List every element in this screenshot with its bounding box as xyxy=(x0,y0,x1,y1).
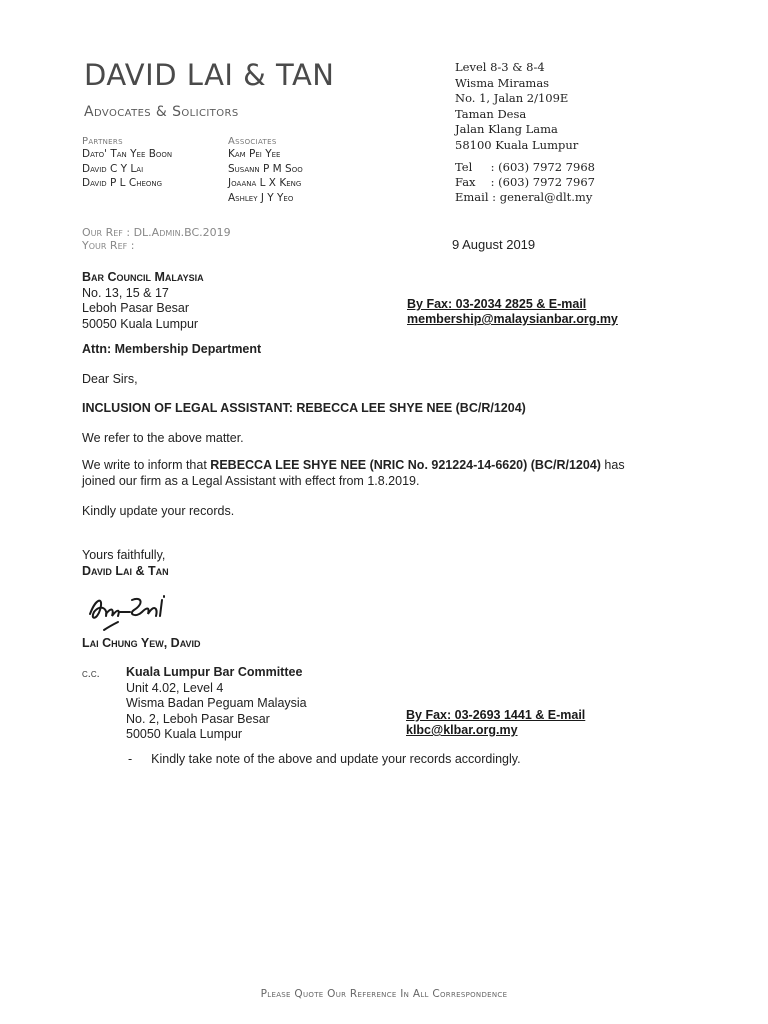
recipient-line: No. 13, 15 & 17 xyxy=(82,285,169,300)
cc-name: Kuala Lumpur Bar Committee xyxy=(126,665,303,679)
closing-firm: David Lai & Tan xyxy=(82,563,169,578)
recipient-line: 50050 Kuala Lumpur xyxy=(82,316,199,331)
p2-prefix: We write to inform that xyxy=(82,458,211,472)
cc-line: No. 2, Leboh Pasar Besar xyxy=(126,711,270,726)
partner-name: David P L Cheong xyxy=(82,177,163,189)
associates-column xyxy=(228,136,303,205)
firm-address xyxy=(455,60,578,153)
address-line: Level 8-3 & 8-4 xyxy=(455,60,545,74)
our-ref-label: Our Ref xyxy=(82,226,123,239)
tel-value: : (603) 7972 7968 xyxy=(490,160,595,174)
cc-line: 50050 Kuala Lumpur xyxy=(126,727,243,741)
our-ref-value: : DL.Admin.BC.2019 xyxy=(126,226,231,239)
address-line: 58100 Kuala Lumpur xyxy=(455,137,579,152)
p2-suffix: has xyxy=(600,458,625,472)
firm-name: DAVID LAI & TAN xyxy=(84,58,335,92)
associate-name: Ashley J Y Yeo xyxy=(228,191,294,204)
your-ref-label: Your Ref xyxy=(82,239,128,252)
letter-date: 9 August 2019 xyxy=(452,237,536,252)
your-ref-value: : xyxy=(130,239,135,252)
body-paragraph-2 xyxy=(82,458,625,489)
recipient-fax-line: By Fax: 03-2034 2825 & E-mail xyxy=(407,297,587,311)
p2-bold: REBECCA LEE SHYE NEE (NRIC No. 921224-14-6620) (BC/R/1204) xyxy=(210,458,601,472)
cc-note-text: Kindly take note of the above and update your records accordingly. xyxy=(151,752,521,766)
email-line xyxy=(455,190,595,205)
fax-value: : (603) 7972 7967 xyxy=(490,175,595,189)
cc-line: Wisma Badan Peguam Malaysia xyxy=(126,696,307,710)
tel-label: Tel xyxy=(455,160,473,174)
references xyxy=(82,226,231,252)
associate-name: Kam Pei Yee xyxy=(228,148,281,160)
partner-name: Dato' Tan Yee Boon xyxy=(82,148,173,160)
yours-faithfully: Yours faithfully, xyxy=(82,548,166,562)
recipient-name: Bar Council Malaysia xyxy=(82,270,204,284)
fax-label: Fax xyxy=(455,175,476,189)
associate-name: Joaana L X Keng xyxy=(228,177,302,189)
subject-line: INCLUSION OF LEGAL ASSISTANT: REBECCA LEE SHYE NEE (BC/R/1204) xyxy=(82,401,526,415)
your-ref xyxy=(82,239,231,252)
cc-line: Unit 4.02, Level 4 xyxy=(126,680,224,695)
p2-line2: joined our firm as a Legal Assistant with effect from 1.8.2019. xyxy=(82,473,420,488)
signatory-name: Lai Chung Yew, David xyxy=(82,636,201,650)
signature xyxy=(84,586,194,636)
firm-subtitle: Advocates & Solicitors xyxy=(84,104,239,120)
partner-name: David C Y Lai xyxy=(82,162,144,175)
closing xyxy=(82,548,169,579)
address-line: Jalan Klang Lama xyxy=(455,122,558,136)
footer-note: Please Quote Our Reference In All Correspondence xyxy=(260,988,508,1000)
recipient-line: Leboh Pasar Besar xyxy=(82,301,190,315)
associates-heading: Associates xyxy=(228,136,277,147)
cc-note-dash: - xyxy=(128,752,133,766)
cc-address xyxy=(126,665,307,743)
our-ref xyxy=(82,226,231,239)
cc-delivery xyxy=(406,708,585,738)
body-paragraph-3: Kindly update your records. xyxy=(82,504,235,518)
email-label: Email xyxy=(455,190,489,204)
recipient-delivery xyxy=(407,297,618,327)
address-line: Taman Desa xyxy=(455,106,527,121)
address-line: No. 1, Jalan 2/109E xyxy=(455,91,569,105)
partners-column xyxy=(82,136,172,191)
cc-fax-line: By Fax: 03-2693 1441 & E-mail xyxy=(406,708,586,722)
attention-line: Attn: Membership Department xyxy=(82,342,262,356)
firm-contact xyxy=(455,160,595,205)
recipient-email-line: membership@malaysianbar.org.my xyxy=(407,312,618,326)
cc-note xyxy=(128,752,521,766)
address-line: Wisma Miramas xyxy=(455,75,550,90)
partners-heading: Partners xyxy=(82,136,123,147)
cc-label: c.c. xyxy=(82,668,100,680)
associate-name: Susann P M Soo xyxy=(228,162,303,175)
recipient-address xyxy=(82,270,204,332)
fax-line xyxy=(455,175,595,190)
cc-email-line: klbc@klbar.org.my xyxy=(406,723,518,737)
salutation: Dear Sirs, xyxy=(82,372,138,386)
email-value: : general@dlt.my xyxy=(492,190,593,204)
tel-line xyxy=(455,160,595,175)
body-paragraph-1: We refer to the above matter. xyxy=(82,431,244,445)
